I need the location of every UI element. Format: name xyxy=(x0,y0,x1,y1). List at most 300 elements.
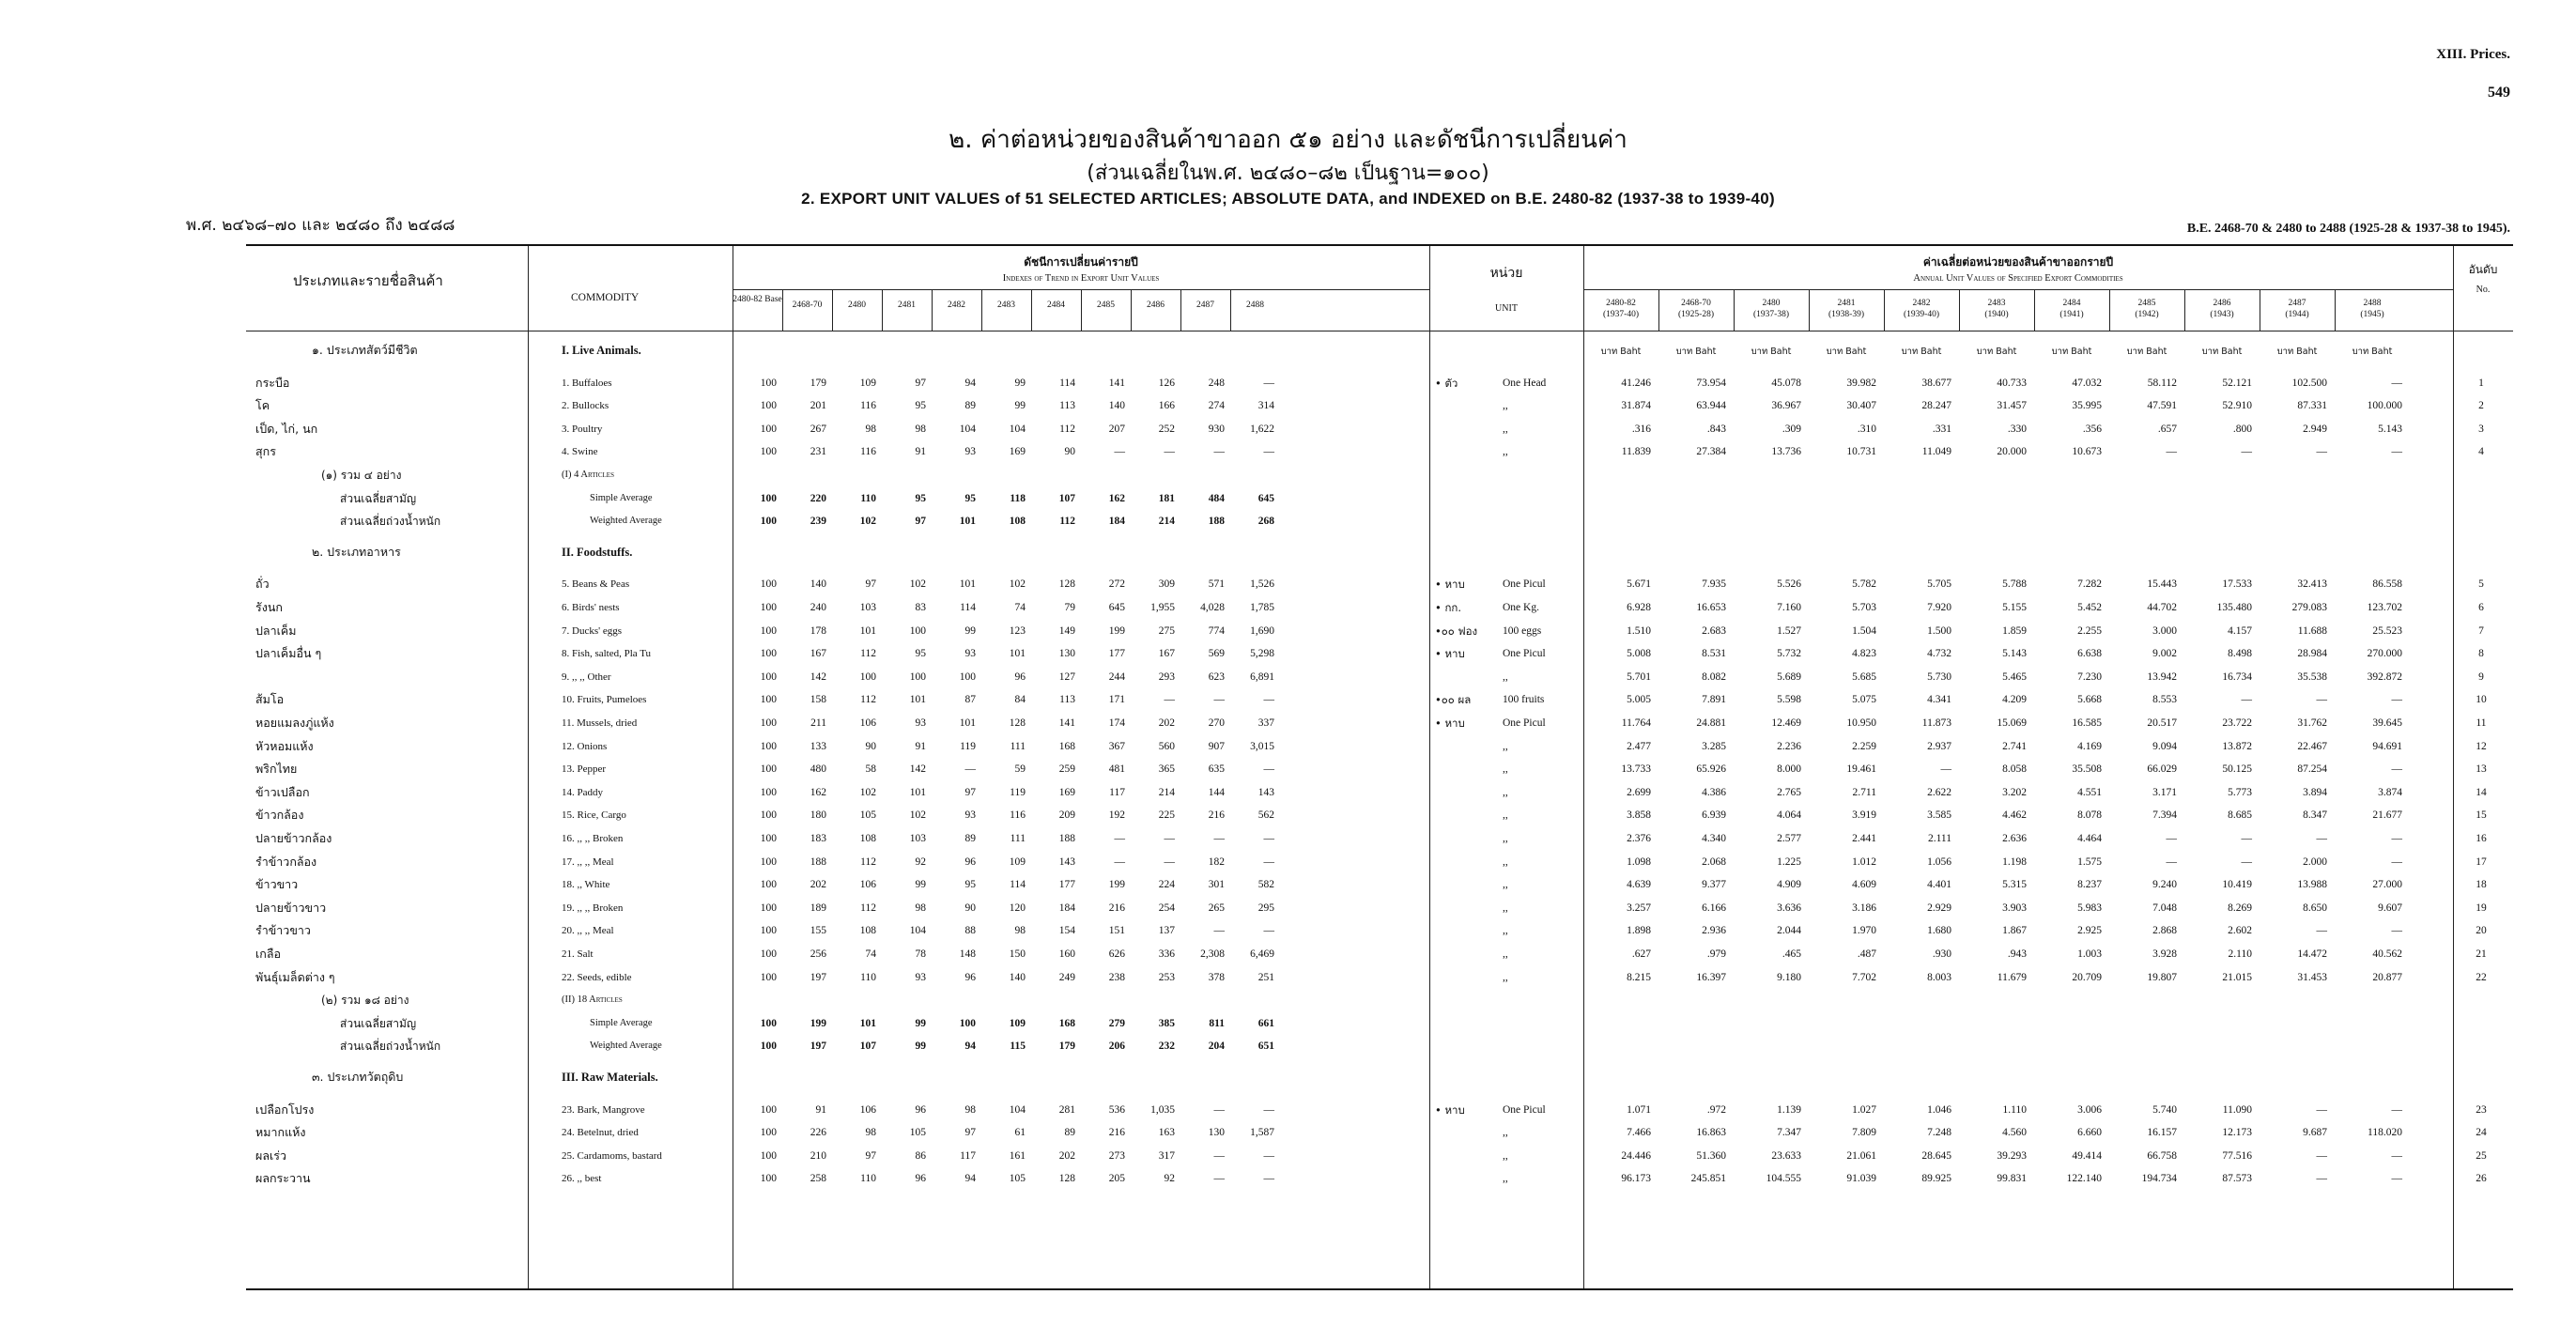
value-year-header: 2483 xyxy=(1987,299,2006,308)
average-index-value: 811 xyxy=(1209,1017,1225,1029)
unit-value: 22.467 xyxy=(2297,740,2327,752)
row-number: 19 xyxy=(2476,902,2487,914)
value-year-header: 2485 xyxy=(2137,299,2156,308)
index-value: 98 xyxy=(915,902,926,914)
unit-value: 94.691 xyxy=(2372,740,2402,752)
unit-value: .657 xyxy=(2157,423,2177,435)
column-rule-category xyxy=(528,246,529,1288)
unit-value: 8.237 xyxy=(2077,879,2102,891)
unit-value: 40.733 xyxy=(1997,377,2027,389)
value-year-header-ce: (1939-40) xyxy=(1904,310,1939,319)
commodity-name-thai: ปลายข้าวกล้อง xyxy=(255,831,332,845)
index-value: 571 xyxy=(1208,578,1225,591)
unit-value: 2.929 xyxy=(1927,902,1951,914)
unit-value: — xyxy=(2166,855,2177,868)
index-value: 91 xyxy=(915,446,926,458)
index-value: 93 xyxy=(964,648,976,660)
index-value: — xyxy=(1164,446,1175,458)
header-unit-thai: หน่วย xyxy=(1489,266,1523,281)
index-value: 102 xyxy=(909,578,926,591)
index-value: 930 xyxy=(1208,423,1225,435)
commodity-name-english: 23. Bark, Mangrove xyxy=(562,1103,645,1116)
average-index-value: 100 xyxy=(760,1017,777,1029)
index-value: 365 xyxy=(1158,763,1175,776)
index-value: 199 xyxy=(1108,879,1125,891)
index-value: 100 xyxy=(760,740,777,752)
index-value: — xyxy=(1213,446,1225,458)
index-year-header: 2486 xyxy=(1147,301,1165,310)
index-value: 536 xyxy=(1108,1103,1125,1116)
unit-value: 1.027 xyxy=(1852,1103,1876,1116)
average-label-english: Weighted Average xyxy=(590,1040,662,1052)
header-category-thai: ประเภทและรายชื่อสินค้า xyxy=(293,272,443,289)
unit-value: 13.942 xyxy=(2147,670,2177,683)
index-value: — xyxy=(1213,1149,1225,1162)
commodity-name-english: 22. Seeds, edible xyxy=(562,971,632,983)
index-year-header: 2488 xyxy=(1246,301,1264,310)
unit-value: .627 xyxy=(1631,948,1651,960)
commodity-name-english: 4. Swine xyxy=(562,446,598,458)
unit-value: 2.477 xyxy=(1627,740,1651,752)
row-number: 22 xyxy=(2476,971,2487,983)
unit-value: 4.386 xyxy=(1702,786,1726,798)
unit-value: 28.645 xyxy=(1921,1149,1951,1162)
unit-value: — xyxy=(2391,1149,2402,1162)
index-value: 560 xyxy=(1158,740,1175,752)
page-number: 549 xyxy=(2488,85,2510,100)
commodity-name-english: 8. Fish, salted, Pla Tu xyxy=(562,648,652,660)
index-value: — xyxy=(1263,925,1274,937)
unit-value: 1.139 xyxy=(1777,1103,1801,1116)
index-value: 272 xyxy=(1108,578,1125,591)
unit-value: 3.000 xyxy=(2152,624,2177,637)
unit-value: 102.500 xyxy=(2291,377,2327,389)
commodity-name-english: 11. Mussels, dried xyxy=(562,717,638,729)
value-year-header: 2480-82 xyxy=(1606,299,1636,308)
index-value: 100 xyxy=(760,717,777,729)
commodity-name-thai: ปลาเค็ม xyxy=(255,623,297,638)
index-value: 98 xyxy=(865,1127,876,1139)
header-rule-values xyxy=(1583,289,2453,290)
index-value: 113 xyxy=(1059,694,1075,706)
unit-english: One Picul xyxy=(1503,717,1546,729)
unit-value: 38.677 xyxy=(1921,377,1951,389)
row-number: 6 xyxy=(2478,602,2484,613)
unit-value: 7.248 xyxy=(1927,1127,1951,1139)
header-value-group-thai: ค่าเฉลี่ยต่อหน่วยของสินค้าขาออกรายปี xyxy=(1922,255,2114,269)
unit-value: — xyxy=(2316,1173,2327,1185)
unit-value: 7.048 xyxy=(2152,902,2177,914)
unit-value: 35.995 xyxy=(2072,400,2102,412)
unit-value: 4.341 xyxy=(1927,694,1951,706)
index-value: 183 xyxy=(810,833,826,844)
unit-value: 24.446 xyxy=(1621,1149,1651,1162)
index-value: 113 xyxy=(1059,400,1075,412)
unit-value: 23.633 xyxy=(1771,1149,1801,1162)
index-value: 98 xyxy=(865,423,876,435)
unit-value: 1.012 xyxy=(1852,855,1876,868)
index-value: 216 xyxy=(1108,1127,1125,1139)
index-value: 100 xyxy=(909,670,926,683)
unit-value: — xyxy=(1940,763,1951,776)
unit-value: 16.734 xyxy=(2222,670,2252,683)
unit-value: 8.347 xyxy=(2303,809,2327,822)
unit-value: — xyxy=(2316,446,2327,458)
unit-value: 99.831 xyxy=(1997,1173,2027,1185)
unit-value: .310 xyxy=(1857,423,1876,435)
unit-value: — xyxy=(2241,694,2252,706)
unit-value: 1.575 xyxy=(2077,855,2102,868)
row-number: 24 xyxy=(2476,1127,2487,1139)
unit-english: ,, xyxy=(1503,400,1508,412)
index-value: 207 xyxy=(1108,423,1125,435)
unit-value: 1.898 xyxy=(1627,925,1651,937)
average-index-value: 162 xyxy=(1108,492,1125,504)
commodity-name-english: 25. Cardamoms, bastard xyxy=(562,1149,662,1162)
unit-value: 8.685 xyxy=(2228,809,2252,822)
index-value: 231 xyxy=(810,446,826,458)
unit-value: 89.925 xyxy=(1921,1173,1951,1185)
index-value: 128 xyxy=(1009,717,1026,729)
index-value: 188 xyxy=(1058,833,1075,844)
index-value: 148 xyxy=(959,948,976,960)
unit-value: 87.254 xyxy=(2297,763,2327,776)
unit-value: 245.851 xyxy=(1690,1173,1726,1185)
average-label-thai: ส่วนเฉลี่ยสามัญ xyxy=(340,491,417,505)
index-value: 267 xyxy=(810,423,826,435)
unit-value: 5.685 xyxy=(1852,670,1876,683)
row-number: 20 xyxy=(2476,925,2487,937)
value-year-header-ce: (1944) xyxy=(2285,310,2309,319)
index-value: 87 xyxy=(964,694,976,706)
unit-value: 87.573 xyxy=(2222,1173,2252,1185)
unit-value: 2.602 xyxy=(2228,925,2252,937)
unit-english: ,, xyxy=(1503,948,1508,960)
row-number: 13 xyxy=(2476,763,2487,776)
row-number: 15 xyxy=(2476,809,2487,822)
unit-value: — xyxy=(2391,377,2402,389)
index-value: 144 xyxy=(1208,786,1225,798)
unit-value: 77.516 xyxy=(2222,1149,2252,1162)
unit-value: 66.029 xyxy=(2147,763,2177,776)
unit-value: 8.058 xyxy=(2002,763,2027,776)
index-value: 101 xyxy=(959,717,976,729)
unit-value: 7.230 xyxy=(2077,670,2102,683)
index-value: 162 xyxy=(810,786,826,798)
index-value: 61 xyxy=(1014,1127,1026,1139)
unit-value: 8.553 xyxy=(2152,694,2177,706)
index-value: 635 xyxy=(1208,763,1225,776)
unit-value: 5.782 xyxy=(1852,578,1876,591)
average-index-value: 95 xyxy=(964,492,976,504)
currency-label: บาท Baht xyxy=(2051,347,2092,357)
index-value: 99 xyxy=(964,624,976,637)
index-value: 249 xyxy=(1058,971,1075,983)
unit-value: — xyxy=(2391,855,2402,868)
unit-english: 100 fruits xyxy=(1503,694,1545,706)
index-value: 100 xyxy=(760,879,777,891)
index-value: 582 xyxy=(1257,879,1274,891)
average-index-value: 268 xyxy=(1257,516,1274,528)
unit-english: ,, xyxy=(1503,925,1508,937)
index-value: 101 xyxy=(959,578,976,591)
unit-value: 5.143 xyxy=(2378,423,2402,435)
unit-value: .316 xyxy=(1631,423,1651,435)
index-value: 100 xyxy=(859,670,876,683)
commodity-name-thai: ผลเร่ว xyxy=(255,1148,286,1163)
unit-value: 11.049 xyxy=(1921,446,1951,458)
unit-value: 17.533 xyxy=(2222,578,2252,591)
unit-value: 4.639 xyxy=(1627,879,1651,891)
index-value: 168 xyxy=(1058,740,1075,752)
currency-label: บาท Baht xyxy=(2201,347,2243,357)
unit-value: 2.937 xyxy=(1927,740,1951,752)
unit-value: 7.282 xyxy=(2077,578,2102,591)
commodity-name-thai: ปลายข้าวขาว xyxy=(255,900,327,915)
index-value: 102 xyxy=(909,809,926,822)
index-value: 1,587 xyxy=(1250,1127,1274,1139)
unit-value: 100.000 xyxy=(2367,400,2402,412)
index-value: 98 xyxy=(964,1103,976,1116)
unit-value: 2.068 xyxy=(1702,855,1726,868)
unit-value: 2.577 xyxy=(1777,833,1801,844)
average-index-value: 385 xyxy=(1158,1017,1175,1029)
unit-value: 8.003 xyxy=(1927,971,1951,983)
average-index-value: 661 xyxy=(1257,1017,1274,1029)
index-value: 1,035 xyxy=(1150,1103,1175,1116)
index-value: 89 xyxy=(964,833,976,844)
index-value: — xyxy=(1213,1103,1225,1116)
average-index-value: 645 xyxy=(1257,492,1274,504)
row-number: 11 xyxy=(2476,717,2487,729)
unit-value: — xyxy=(2241,833,2252,844)
row-number: 12 xyxy=(2476,740,2487,752)
index-value: 100 xyxy=(760,902,777,914)
unit-value: 23.722 xyxy=(2222,717,2252,729)
unit-value: 30.407 xyxy=(1846,400,1876,412)
index-value: 90 xyxy=(964,902,976,914)
unit-value: 2.236 xyxy=(1777,740,1801,752)
index-value: 105 xyxy=(1009,1173,1026,1185)
index-value: 202 xyxy=(1058,1149,1075,1162)
index-value: 209 xyxy=(1058,809,1075,822)
commodity-name-thai: ผลกระวาน xyxy=(255,1171,311,1186)
index-value: 150 xyxy=(1009,948,1026,960)
index-value: 114 xyxy=(1059,377,1075,389)
unit-value: 1.056 xyxy=(1927,855,1951,868)
currency-label: บาท Baht xyxy=(1675,347,1717,357)
unit-value: 73.954 xyxy=(1696,377,1726,389)
index-value: 244 xyxy=(1108,670,1125,683)
commodity-name-thai: รังนก xyxy=(255,600,283,614)
unit-value: 5.465 xyxy=(2002,670,2027,683)
average-index-value: 179 xyxy=(1058,1040,1075,1053)
commodity-name-english: 12. Onions xyxy=(562,740,608,752)
unit-value: 14.472 xyxy=(2297,948,2327,960)
commodity-name-english: 20. ,, ,, Meal xyxy=(562,925,614,937)
unit-value: 2.936 xyxy=(1702,925,1726,937)
index-value: 93 xyxy=(964,809,976,822)
unit-value: 4.209 xyxy=(2002,694,2027,706)
index-value: 110 xyxy=(860,1173,876,1185)
average-index-value: 109 xyxy=(1009,1017,1026,1029)
index-value: 101 xyxy=(859,624,876,637)
index-value: 100 xyxy=(959,670,976,683)
index-value: 378 xyxy=(1208,971,1225,983)
row-number: 8 xyxy=(2478,648,2484,660)
group-title-english: (I) 4 Articles xyxy=(562,470,614,480)
average-index-value: 94 xyxy=(964,1040,976,1053)
period-thai: พ.ศ. ๒๔๖๘–๗๐ และ ๒๔๘๐ ถึง ๒๔๘๘ xyxy=(186,216,455,235)
column-rule-index xyxy=(1429,246,1430,1288)
index-value: 102 xyxy=(859,786,876,798)
unit-english: ,, xyxy=(1503,786,1508,798)
index-value: — xyxy=(1164,694,1175,706)
unit-value: 4.169 xyxy=(2077,740,2102,752)
unit-value: 7.935 xyxy=(1702,578,1726,591)
index-value: 97 xyxy=(865,1149,876,1162)
index-value: 189 xyxy=(810,902,826,914)
unit-value: 8.650 xyxy=(2303,902,2327,914)
unit-value: 91.039 xyxy=(1846,1173,1876,1185)
average-label-english: Weighted Average xyxy=(590,516,662,527)
commodity-name-english: 19. ,, ,, Broken xyxy=(562,902,624,914)
unit-value: 21.061 xyxy=(1846,1149,1876,1162)
average-index-value: 206 xyxy=(1108,1040,1125,1053)
currency-label: บาท Baht xyxy=(2126,347,2167,357)
index-value: 240 xyxy=(810,602,826,613)
index-value: 112 xyxy=(860,648,876,660)
index-value: 104 xyxy=(1009,1103,1026,1116)
unit-thai: • หาบ xyxy=(1435,717,1465,730)
index-value: 143 xyxy=(1257,786,1274,798)
row-number: 10 xyxy=(2476,694,2487,706)
unit-thai: • หาบ xyxy=(1435,578,1465,592)
value-year-header-ce: (1945) xyxy=(2360,310,2384,319)
index-value: 110 xyxy=(860,971,876,983)
unit-value: .465 xyxy=(1782,948,1801,960)
unit-value: 5.703 xyxy=(1852,602,1876,613)
commodity-name-thai: กระบือ xyxy=(255,375,290,390)
index-value: 90 xyxy=(1064,446,1075,458)
unit-value: 3.006 xyxy=(2077,1103,2102,1116)
index-value: 117 xyxy=(1109,786,1125,798)
value-year-header-ce: (1943) xyxy=(2210,310,2234,319)
unit-english: ,, xyxy=(1503,423,1508,435)
commodity-name-english: 15. Rice, Cargo xyxy=(562,809,626,822)
index-value: 225 xyxy=(1158,809,1175,822)
group-title-english: (II) 18 Articles xyxy=(562,994,623,1006)
section-label: XIII. Prices. xyxy=(2436,47,2510,62)
unit-value: 8.000 xyxy=(1777,763,1801,776)
index-value: — xyxy=(1263,1103,1274,1116)
unit-english: ,, xyxy=(1503,971,1508,983)
unit-value: 4.609 xyxy=(1852,879,1876,891)
index-value: 116 xyxy=(860,446,876,458)
index-value: — xyxy=(1263,446,1274,458)
commodity-name-thai: ถั่ว xyxy=(255,577,270,592)
unit-value: 28.984 xyxy=(2297,648,2327,660)
unit-value: 25.523 xyxy=(2372,624,2402,637)
unit-value: 21.015 xyxy=(2222,971,2252,983)
index-value: 158 xyxy=(810,694,826,706)
commodity-name-english: 17. ,, ,, Meal xyxy=(562,855,614,868)
unit-value: 10.950 xyxy=(1846,717,1876,729)
index-value: 367 xyxy=(1108,740,1125,752)
commodity-name-thai: ข้าวขาว xyxy=(255,877,299,892)
average-label-thai: ส่วนเฉลี่ยถ่วงน้ำหนัก xyxy=(340,1040,441,1054)
average-index-value: 99 xyxy=(915,1040,926,1053)
index-value: 301 xyxy=(1208,879,1225,891)
index-value: 128 xyxy=(1058,578,1075,591)
index-value: 96 xyxy=(964,971,976,983)
unit-value: 5.668 xyxy=(2077,694,2102,706)
commodity-name-english: 24. Betelnut, dried xyxy=(562,1127,639,1139)
commodity-name-thai: พริกไทย xyxy=(255,762,298,777)
index-value: 161 xyxy=(1009,1149,1026,1162)
index-value: 111 xyxy=(1010,740,1026,752)
average-index-value: 100 xyxy=(760,492,777,504)
unit-value: 28.247 xyxy=(1921,400,1951,412)
unit-value: 4.462 xyxy=(2002,809,2027,822)
index-value: — xyxy=(964,763,976,776)
unit-value: 16.653 xyxy=(1696,602,1726,613)
unit-value: 270.000 xyxy=(2367,648,2402,660)
unit-value: 2.255 xyxy=(2077,624,2102,637)
unit-value: — xyxy=(2166,446,2177,458)
unit-thai: •๐๐ ฟอง xyxy=(1435,624,1478,638)
index-value: 126 xyxy=(1158,377,1175,389)
average-index-value: 220 xyxy=(810,492,826,504)
unit-value: 58.112 xyxy=(2147,377,2177,389)
average-index-value: 279 xyxy=(1108,1017,1125,1029)
unit-value: 50.125 xyxy=(2222,763,2252,776)
unit-value: 2.044 xyxy=(1777,925,1801,937)
index-value: 626 xyxy=(1108,948,1125,960)
index-value: 100 xyxy=(760,1127,777,1139)
unit-value: 10.731 xyxy=(1846,446,1876,458)
unit-value: 4.157 xyxy=(2228,624,2252,637)
group-title-thai: (๑) รวม ๔ อย่าง xyxy=(321,469,402,482)
unit-value: 31.762 xyxy=(2297,717,2327,729)
index-value: 480 xyxy=(810,763,826,776)
commodity-name-thai: รำข้าวขาว xyxy=(255,923,311,938)
index-value: — xyxy=(1213,1173,1225,1185)
index-value: 137 xyxy=(1158,925,1175,937)
index-value: 103 xyxy=(859,602,876,613)
row-number: 4 xyxy=(2478,446,2484,458)
index-value: 184 xyxy=(1058,902,1075,914)
unit-english: One Kg. xyxy=(1503,602,1539,613)
commodity-name-english: 16. ,, ,, Broken xyxy=(562,833,624,844)
index-value: 1,526 xyxy=(1250,578,1274,591)
index-value: 109 xyxy=(859,377,876,389)
unit-value: 2.110 xyxy=(2228,948,2252,960)
unit-value: 122.140 xyxy=(2066,1173,2102,1185)
index-value: 130 xyxy=(1058,648,1075,660)
unit-value: 1.867 xyxy=(2002,925,2027,937)
commodity-name-english: 18. ,, White xyxy=(562,879,610,891)
index-value: 78 xyxy=(915,948,926,960)
unit-value: 31.453 xyxy=(2297,971,2327,983)
index-value: 116 xyxy=(1010,809,1026,822)
index-value: 86 xyxy=(915,1149,926,1162)
unit-english: One Head xyxy=(1503,377,1547,389)
unit-value: 1.098 xyxy=(1627,855,1651,868)
unit-value: 13.872 xyxy=(2222,740,2252,752)
row-number: 25 xyxy=(2476,1149,2487,1162)
unit-value: 5.155 xyxy=(2002,602,2027,613)
